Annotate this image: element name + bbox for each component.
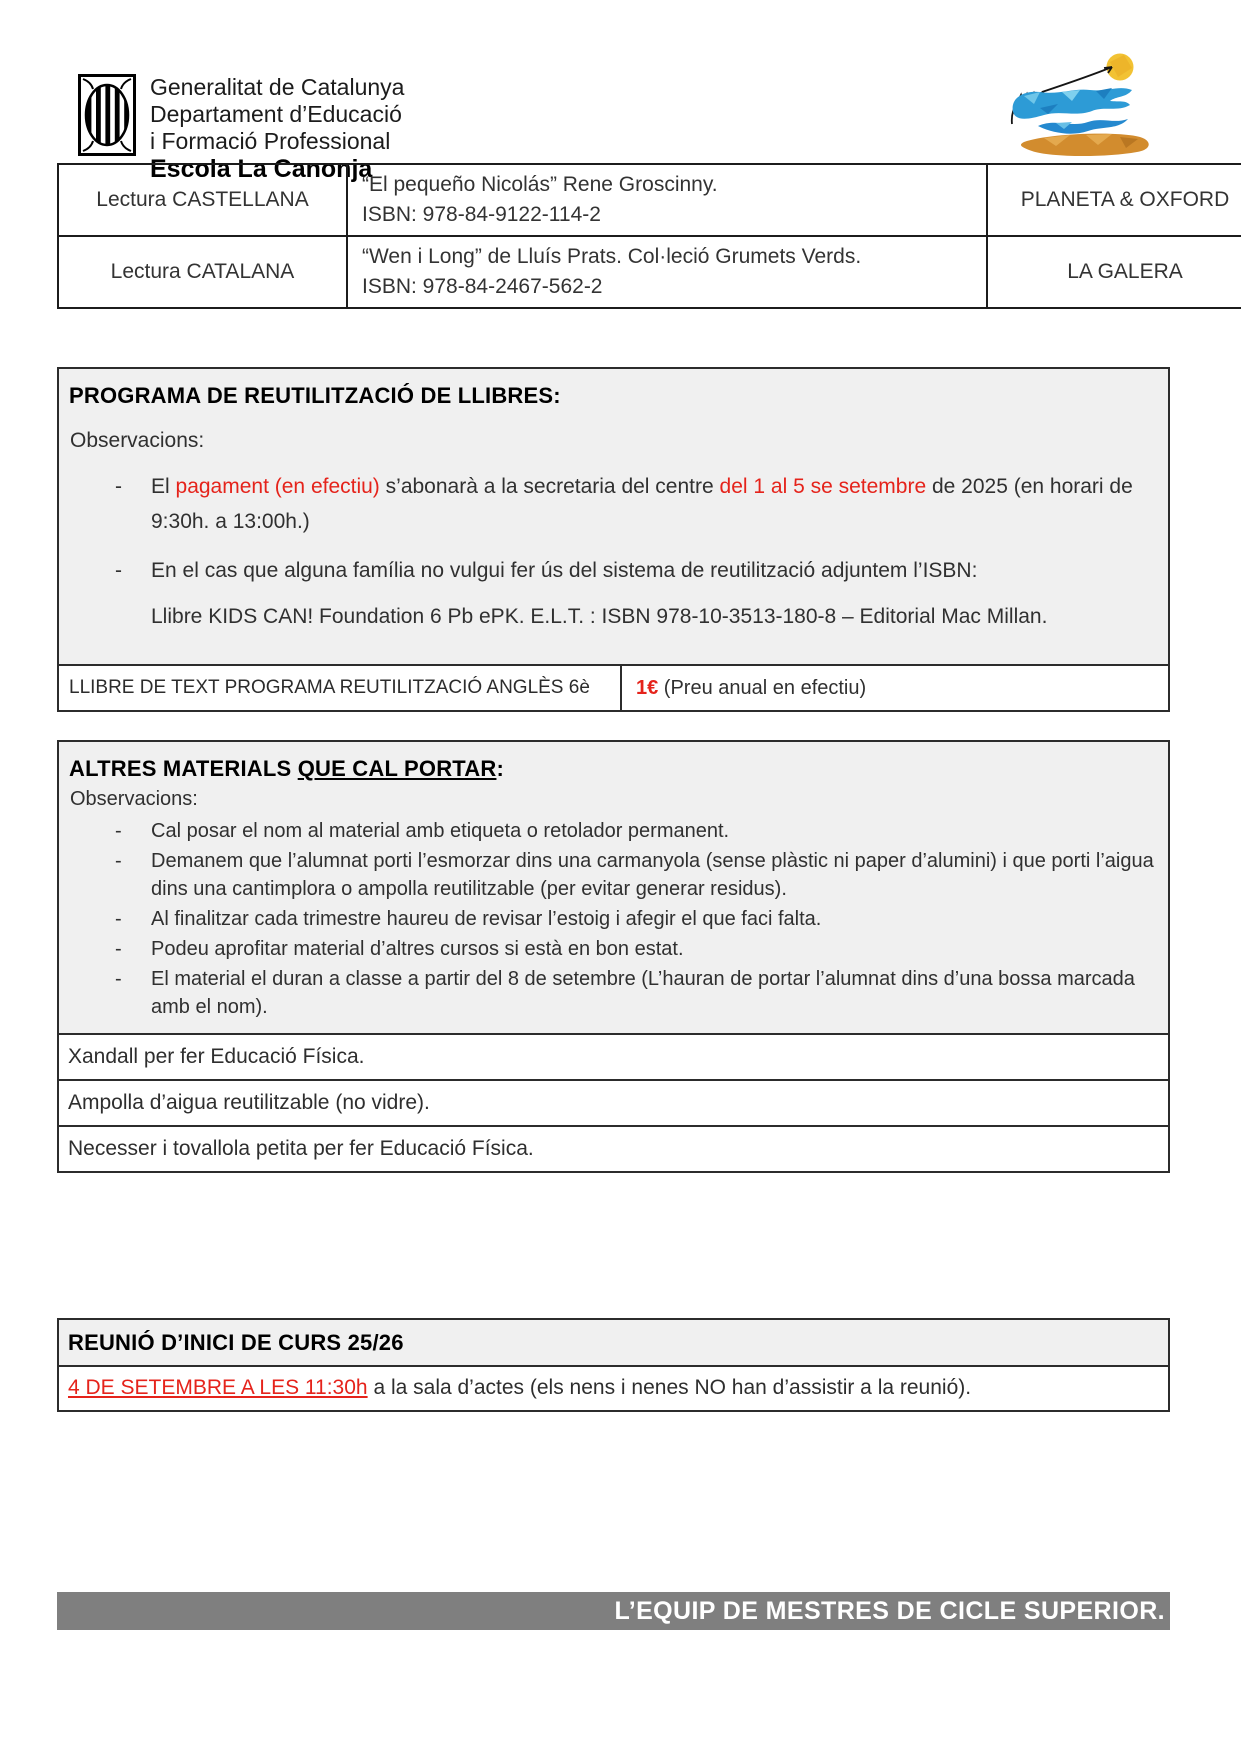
bullet-text: Cal posar el nom al material amb etiqueta o retolador permanent.	[151, 820, 730, 842]
bullet-dash	[115, 965, 151, 1021]
programa-body	[59, 369, 1168, 664]
book-title: “El pequeño Nicolás” Rene Groscinny.	[362, 173, 718, 196]
bullet-text	[151, 469, 1156, 539]
publisher-cell: LA GALERA	[987, 236, 1241, 308]
generalitat-coat-of-arms-icon	[78, 74, 136, 161]
org-line: Departament d’Educació	[150, 101, 402, 127]
book-cell	[347, 164, 987, 236]
book-cell	[347, 236, 987, 308]
school-name: Escola La Canonja	[150, 155, 373, 183]
section-title	[59, 742, 1168, 782]
price-suffix: (Preu anual en efectiu)	[658, 676, 867, 699]
title-run: :	[496, 756, 504, 781]
section-box-reunio	[57, 1318, 1170, 1412]
footer-text: L’EQUIP DE MESTRES DE CICLE SUPERIOR.	[614, 1596, 1165, 1625]
price-row	[59, 664, 1168, 710]
bullet-text: Al finalitzar cada trimestre haureu de revisar l’estoig i afegir el que faci falta.	[151, 908, 822, 930]
footer-bar	[57, 1592, 1170, 1630]
bullet-text: El material el duran a classe a partir del 8 de setembre (L’hauran de portar l’alumnat dins d’una bossa marcada amb el nom).	[151, 968, 1135, 1018]
price-amount: 1€	[636, 676, 659, 699]
material-row: Necesser i tovallola petita per fer Educació Física.	[59, 1125, 1168, 1171]
book-title: “Wen i Long” de Lluís Prats. Col·leció Grumets Verds.	[362, 245, 862, 268]
book-isbn: ISBN: 978-84-2467-562-2	[362, 275, 603, 298]
text-run-red: del 1 al 5 se setembre	[719, 475, 927, 498]
subject-cell: Lectura CASTELLANA	[58, 164, 347, 236]
reunio-detail	[59, 1367, 1168, 1410]
bullet-item	[115, 469, 1156, 539]
publisher-cell: PLANETA & OXFORD	[987, 164, 1241, 236]
bullet-dash	[115, 553, 151, 588]
reunio-date-highlight: 4 DE SETEMBRE A LES 11:30h	[68, 1376, 368, 1399]
subject-cell: Lectura CATALANA	[58, 236, 347, 308]
bullet-item	[115, 905, 1156, 933]
title-run: ALTRES MATERIALS	[69, 756, 298, 781]
table-row	[58, 164, 1241, 236]
price-label: LLIBRE DE TEXT PROGRAMA REUTILITZACIÓ ANGLÈS 6è	[59, 666, 622, 710]
bullet-dash	[115, 847, 151, 903]
isbn-note: Llibre KIDS CAN! Foundation 6 Pb ePK. E.L.T. : ISBN 978-10-3513-180-8 – Editorial Mac Millan.	[151, 605, 1048, 628]
school-beach-logo-icon	[1000, 38, 1162, 168]
bullet-dash	[115, 935, 151, 963]
material-row: Xandall per fer Educació Física.	[59, 1033, 1168, 1079]
org-line: i Formació Professional	[150, 128, 391, 154]
material-row: Ampolla d’aigua reutilitzable (no vidre).	[59, 1079, 1168, 1125]
section-box-programa	[57, 367, 1170, 712]
bullet-text: Demanem que l’alumnat porti l’esmorzar dins una carmanyola (sense plàstic ni paper d’alumini) i que porti l’aigua dins una cantimplora o ampolla reutilitzable (per evitar generar residus).	[151, 850, 1154, 900]
book-isbn: ISBN: 978-84-9122-114-2	[362, 203, 601, 226]
text-run: El	[151, 475, 176, 498]
title-run-underlined: QUE CAL PORTAR	[297, 756, 497, 781]
bullet-item	[115, 553, 1156, 588]
section-box-altres	[57, 740, 1170, 1173]
org-line: Generalitat de Catalunya	[150, 74, 405, 100]
text-run: s’abonarà a la secretaria del centre	[379, 475, 720, 498]
bullet-item	[115, 965, 1156, 1021]
text-run-red: pagament (en efectiu)	[175, 475, 380, 498]
table-row	[58, 236, 1241, 308]
observations-label: Observacions:	[70, 429, 205, 452]
reading-table	[57, 163, 1241, 309]
bullet-item	[115, 817, 1156, 845]
bullet-dash	[115, 469, 151, 539]
section-title: REUNIÓ D’INICI DE CURS 25/26	[68, 1330, 404, 1355]
bullet-text: Podeu aprofitar material d’altres cursos si està en bon estat.	[151, 938, 684, 960]
altres-body	[59, 742, 1168, 1033]
bullet-dash	[115, 817, 151, 845]
bullet-text: En el cas que alguna família no vulgui fer ús del sistema de reutilització adjuntem l’ISBN:	[151, 559, 978, 582]
price-value	[622, 677, 1168, 700]
text-run: de 2025 (en horari de 9:30h. a 13:00h.)	[151, 475, 1133, 533]
bullet-item	[115, 847, 1156, 903]
observations-label: Observacions:	[70, 788, 198, 810]
bullet-item	[115, 935, 1156, 963]
reunio-header	[59, 1320, 1168, 1367]
section-title: PROGRAMA DE REUTILITZACIÓ DE LLIBRES:	[69, 383, 561, 408]
bullet-dash	[115, 905, 151, 933]
reunio-detail-text: a la sala d’actes (els nens i nenes NO han d’assistir a la reunió).	[367, 1376, 972, 1399]
